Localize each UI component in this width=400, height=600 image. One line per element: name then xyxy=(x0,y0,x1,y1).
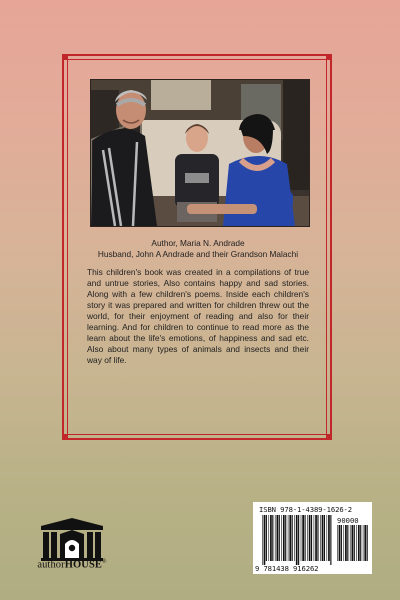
barcode-bar xyxy=(270,515,272,561)
barcode-bar xyxy=(262,515,263,565)
barcode-bar xyxy=(298,515,299,565)
barcode-bar xyxy=(268,515,269,561)
frame-corner xyxy=(62,434,68,440)
photo-caption-family: Husband, John A Andrade and their Grandson Malachi xyxy=(97,249,299,259)
barcode-bar xyxy=(315,515,317,561)
barcode-bar xyxy=(364,525,366,561)
book-description: This children's book was created in a compilations of true and untrue stories, Also contains happy and sad stories. Along with a few children's poems. Inside each children's story it was prepared and written for children threw out the world, for their enjoyment of reading and also for their learning. And for children to continue to read more as the learn about the life's emotions, of happiness and sad etc. Also about many types of animals and insects and their way of life. xyxy=(87,267,309,366)
price-code: 90000 xyxy=(337,516,359,525)
book-house-logo-icon xyxy=(27,518,117,580)
barcode-bar xyxy=(289,515,291,561)
isbn-label: ISBN 978-1-4389-1626-2 xyxy=(259,505,352,514)
barcode-bar xyxy=(292,515,293,561)
barcode-bar xyxy=(296,515,298,565)
barcode-bar xyxy=(288,515,289,561)
barcode-bar xyxy=(345,525,347,561)
barcode-bar xyxy=(363,525,364,561)
barcode-bar xyxy=(272,515,273,561)
barcode-bar xyxy=(279,515,280,561)
publisher-trademark: ® xyxy=(102,559,107,565)
barcode-bar xyxy=(339,525,341,561)
barcode-digits: 9 781438 916262 xyxy=(255,564,319,573)
barcode-bar xyxy=(352,525,354,561)
frame-corner xyxy=(326,434,332,440)
frame-corner xyxy=(62,54,68,60)
barcode-bar xyxy=(354,525,355,561)
barcode-bar xyxy=(309,515,311,561)
barcode-bar xyxy=(347,525,348,561)
publisher-logo-graphic xyxy=(27,518,117,562)
barcode-bar xyxy=(277,515,279,561)
barcode-bar xyxy=(324,515,325,561)
barcode-bar xyxy=(317,515,318,561)
barcode-bars xyxy=(262,515,332,565)
barcode-bar xyxy=(281,515,282,561)
author-family-photo xyxy=(90,79,310,227)
barcode-bar xyxy=(320,515,321,561)
publisher-name-suffix: HOUSE xyxy=(64,559,103,571)
author-family-photo-image xyxy=(91,80,309,226)
barcode-bar xyxy=(264,515,266,565)
barcode-bar xyxy=(360,525,361,561)
barcode-bar xyxy=(330,515,331,565)
publisher-name-prefix: author xyxy=(37,559,65,571)
publisher-name xyxy=(25,559,119,571)
barcode-bar xyxy=(327,515,328,561)
barcode-bar xyxy=(356,525,357,561)
barcode-bar xyxy=(322,515,324,561)
barcode-bar xyxy=(285,515,286,561)
barcode-bar xyxy=(358,525,360,561)
barcode-bar xyxy=(307,515,308,561)
barcode-bar xyxy=(314,515,315,561)
barcode-bar xyxy=(266,515,267,561)
barcode-bar xyxy=(337,525,338,561)
barcode-bar xyxy=(302,515,304,561)
barcode-bar xyxy=(328,515,330,561)
barcode-bar xyxy=(275,515,276,561)
photo-caption-author: Author, Maria N. Andrade xyxy=(151,238,245,248)
barcode-addon-bars xyxy=(337,525,368,565)
barcode-bar xyxy=(283,515,285,561)
barcode-bar xyxy=(341,525,342,561)
barcode-bar xyxy=(367,525,368,561)
barcode-bar xyxy=(301,515,302,561)
barcode-bar xyxy=(311,515,312,561)
frame-corner xyxy=(326,54,332,60)
barcode-bar xyxy=(350,525,351,561)
barcode-bar xyxy=(294,515,295,561)
barcode-bar xyxy=(343,525,344,561)
barcode-bar xyxy=(305,515,306,561)
